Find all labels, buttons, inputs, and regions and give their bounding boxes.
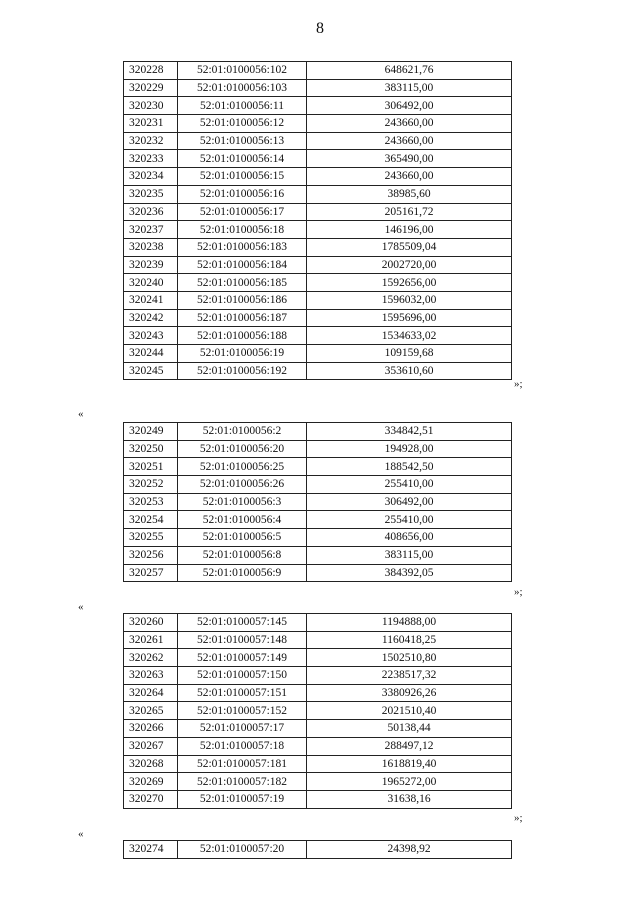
table-row bbox=[124, 631, 512, 649]
table-row bbox=[124, 185, 512, 203]
value-cell: 2238517,32 bbox=[307, 667, 512, 685]
value-cell: 648621,76 bbox=[307, 62, 512, 80]
row-number-cell: 320231 bbox=[124, 115, 178, 133]
row-number-cell: 320261 bbox=[124, 631, 178, 649]
cadastral-number-cell: 52:01:0100056:186 bbox=[178, 291, 307, 309]
cadastral-number-cell: 52:01:0100057:19 bbox=[178, 790, 307, 808]
value-cell: 1618819,40 bbox=[307, 755, 512, 773]
row-number-cell: 320245 bbox=[124, 362, 178, 380]
cadastral-number-cell: 52:01:0100056:13 bbox=[178, 132, 307, 150]
table-row bbox=[124, 132, 512, 150]
cadastral-number-cell: 52:01:0100056:16 bbox=[178, 185, 307, 203]
value-cell: 3380926,26 bbox=[307, 684, 512, 702]
row-number-cell: 320252 bbox=[124, 476, 178, 494]
cadastral-number-cell: 52:01:0100056:26 bbox=[178, 476, 307, 494]
closing-quote-3: »; bbox=[514, 812, 523, 824]
table-row bbox=[124, 168, 512, 186]
cadastral-number-cell: 52:01:0100056:184 bbox=[178, 256, 307, 274]
value-cell: 1160418,25 bbox=[307, 631, 512, 649]
cadastral-number-cell: 52:01:0100056:18 bbox=[178, 221, 307, 239]
table-row bbox=[124, 614, 512, 632]
registry-table-3 bbox=[123, 613, 512, 809]
value-cell: 1595696,00 bbox=[307, 309, 512, 327]
table-row bbox=[124, 440, 512, 458]
table-row bbox=[124, 327, 512, 345]
opening-quote-4: « bbox=[78, 828, 84, 840]
row-number-cell: 320230 bbox=[124, 97, 178, 115]
value-cell: 255410,00 bbox=[307, 511, 512, 529]
row-number-cell: 320262 bbox=[124, 649, 178, 667]
value-cell: 383115,00 bbox=[307, 546, 512, 564]
table-row bbox=[124, 256, 512, 274]
table-row bbox=[124, 62, 512, 80]
table-row bbox=[124, 115, 512, 133]
registry-table-4 bbox=[123, 840, 512, 859]
table-row bbox=[124, 79, 512, 97]
cadastral-number-cell: 52:01:0100056:8 bbox=[178, 546, 307, 564]
cadastral-number-cell: 52:01:0100056:103 bbox=[178, 79, 307, 97]
cadastral-number-cell: 52:01:0100056:192 bbox=[178, 362, 307, 380]
cadastral-number-cell: 52:01:0100056:102 bbox=[178, 62, 307, 80]
cadastral-number-cell: 52:01:0100057:181 bbox=[178, 755, 307, 773]
value-cell: 353610,60 bbox=[307, 362, 512, 380]
cadastral-number-cell: 52:01:0100056:188 bbox=[178, 327, 307, 345]
table-row bbox=[124, 529, 512, 547]
table-row bbox=[124, 755, 512, 773]
table-row bbox=[124, 150, 512, 168]
value-cell: 109159,68 bbox=[307, 345, 512, 363]
value-cell: 243660,00 bbox=[307, 168, 512, 186]
value-cell: 384392,05 bbox=[307, 564, 512, 582]
table-row bbox=[124, 203, 512, 221]
table-row bbox=[124, 546, 512, 564]
row-number-cell: 320237 bbox=[124, 221, 178, 239]
table-row bbox=[124, 458, 512, 476]
value-cell: 243660,00 bbox=[307, 132, 512, 150]
page-number: 8 bbox=[316, 20, 324, 37]
table-row bbox=[124, 97, 512, 115]
cadastral-number-cell: 52:01:0100056:20 bbox=[178, 440, 307, 458]
cadastral-number-cell: 52:01:0100056:3 bbox=[178, 493, 307, 511]
table-row bbox=[124, 511, 512, 529]
cadastral-number-cell: 52:01:0100056:15 bbox=[178, 168, 307, 186]
table-row bbox=[124, 790, 512, 808]
cadastral-number-cell: 52:01:0100056:11 bbox=[178, 97, 307, 115]
cadastral-number-cell: 52:01:0100057:150 bbox=[178, 667, 307, 685]
value-cell: 306492,00 bbox=[307, 97, 512, 115]
value-cell: 1502510,80 bbox=[307, 649, 512, 667]
row-number-cell: 320228 bbox=[124, 62, 178, 80]
opening-quote-3: « bbox=[78, 601, 84, 613]
row-number-cell: 320229 bbox=[124, 79, 178, 97]
value-cell: 1965272,00 bbox=[307, 773, 512, 791]
row-number-cell: 320256 bbox=[124, 546, 178, 564]
value-cell: 188542,50 bbox=[307, 458, 512, 476]
row-number-cell: 320240 bbox=[124, 274, 178, 292]
value-cell: 1194888,00 bbox=[307, 614, 512, 632]
cadastral-number-cell: 52:01:0100057:152 bbox=[178, 702, 307, 720]
row-number-cell: 320270 bbox=[124, 790, 178, 808]
cadastral-number-cell: 52:01:0100056:187 bbox=[178, 309, 307, 327]
value-cell: 334842,51 bbox=[307, 423, 512, 441]
row-number-cell: 320254 bbox=[124, 511, 178, 529]
value-cell: 194928,00 bbox=[307, 440, 512, 458]
row-number-cell: 320255 bbox=[124, 529, 178, 547]
value-cell: 288497,12 bbox=[307, 737, 512, 755]
cadastral-number-cell: 52:01:0100057:18 bbox=[178, 737, 307, 755]
row-number-cell: 320238 bbox=[124, 238, 178, 256]
table-row bbox=[124, 667, 512, 685]
row-number-cell: 320253 bbox=[124, 493, 178, 511]
row-number-cell: 320233 bbox=[124, 150, 178, 168]
table-row bbox=[124, 564, 512, 582]
value-cell: 1785509,04 bbox=[307, 238, 512, 256]
row-number-cell: 320265 bbox=[124, 702, 178, 720]
value-cell: 31638,16 bbox=[307, 790, 512, 808]
cadastral-number-cell: 52:01:0100056:25 bbox=[178, 458, 307, 476]
value-cell: 243660,00 bbox=[307, 115, 512, 133]
cadastral-number-cell: 52:01:0100057:182 bbox=[178, 773, 307, 791]
opening-quote-2: « bbox=[78, 408, 84, 420]
value-cell: 255410,00 bbox=[307, 476, 512, 494]
cadastral-number-cell: 52:01:0100056:183 bbox=[178, 238, 307, 256]
value-cell: 2002720,00 bbox=[307, 256, 512, 274]
row-number-cell: 320241 bbox=[124, 291, 178, 309]
table-row bbox=[124, 684, 512, 702]
closing-quote-1: »; bbox=[514, 378, 523, 390]
registry-table-1 bbox=[123, 61, 512, 380]
value-cell: 383115,00 bbox=[307, 79, 512, 97]
row-number-cell: 320239 bbox=[124, 256, 178, 274]
value-cell: 146196,00 bbox=[307, 221, 512, 239]
table-row bbox=[124, 362, 512, 380]
row-number-cell: 320249 bbox=[124, 423, 178, 441]
table-row bbox=[124, 649, 512, 667]
value-cell: 50138,44 bbox=[307, 720, 512, 738]
value-cell: 408656,00 bbox=[307, 529, 512, 547]
cadastral-number-cell: 52:01:0100057:145 bbox=[178, 614, 307, 632]
cadastral-number-cell: 52:01:0100057:149 bbox=[178, 649, 307, 667]
row-number-cell: 320234 bbox=[124, 168, 178, 186]
row-number-cell: 320264 bbox=[124, 684, 178, 702]
cadastral-number-cell: 52:01:0100056:2 bbox=[178, 423, 307, 441]
table-row bbox=[124, 476, 512, 494]
cadastral-number-cell: 52:01:0100057:151 bbox=[178, 684, 307, 702]
cadastral-number-cell: 52:01:0100056:185 bbox=[178, 274, 307, 292]
row-number-cell: 320266 bbox=[124, 720, 178, 738]
cadastral-number-cell: 52:01:0100056:17 bbox=[178, 203, 307, 221]
cadastral-number-cell: 52:01:0100056:5 bbox=[178, 529, 307, 547]
cadastral-number-cell: 52:01:0100056:14 bbox=[178, 150, 307, 168]
table-row bbox=[124, 309, 512, 327]
table-row bbox=[124, 493, 512, 511]
value-cell: 306492,00 bbox=[307, 493, 512, 511]
row-number-cell: 320244 bbox=[124, 345, 178, 363]
row-number-cell: 320243 bbox=[124, 327, 178, 345]
table-row bbox=[124, 841, 512, 859]
cadastral-number-cell: 52:01:0100057:20 bbox=[178, 841, 307, 859]
table-row bbox=[124, 773, 512, 791]
value-cell: 205161,72 bbox=[307, 203, 512, 221]
table-row bbox=[124, 737, 512, 755]
closing-quote-2: »; bbox=[514, 586, 523, 598]
table-row bbox=[124, 291, 512, 309]
value-cell: 1592656,00 bbox=[307, 274, 512, 292]
cadastral-number-cell: 52:01:0100057:148 bbox=[178, 631, 307, 649]
table-row bbox=[124, 423, 512, 441]
table-row bbox=[124, 702, 512, 720]
row-number-cell: 320260 bbox=[124, 614, 178, 632]
value-cell: 24398,92 bbox=[307, 841, 512, 859]
row-number-cell: 320235 bbox=[124, 185, 178, 203]
row-number-cell: 320263 bbox=[124, 667, 178, 685]
row-number-cell: 320269 bbox=[124, 773, 178, 791]
row-number-cell: 320268 bbox=[124, 755, 178, 773]
registry-table-2 bbox=[123, 422, 512, 582]
table-row bbox=[124, 720, 512, 738]
cadastral-number-cell: 52:01:0100056:19 bbox=[178, 345, 307, 363]
value-cell: 2021510,40 bbox=[307, 702, 512, 720]
row-number-cell: 320274 bbox=[124, 841, 178, 859]
row-number-cell: 320250 bbox=[124, 440, 178, 458]
table-row bbox=[124, 238, 512, 256]
table-row bbox=[124, 221, 512, 239]
table-row bbox=[124, 345, 512, 363]
table-row bbox=[124, 274, 512, 292]
cadastral-number-cell: 52:01:0100057:17 bbox=[178, 720, 307, 738]
cadastral-number-cell: 52:01:0100056:9 bbox=[178, 564, 307, 582]
cadastral-number-cell: 52:01:0100056:4 bbox=[178, 511, 307, 529]
row-number-cell: 320236 bbox=[124, 203, 178, 221]
row-number-cell: 320251 bbox=[124, 458, 178, 476]
row-number-cell: 320232 bbox=[124, 132, 178, 150]
value-cell: 1534633,02 bbox=[307, 327, 512, 345]
row-number-cell: 320267 bbox=[124, 737, 178, 755]
value-cell: 38985,60 bbox=[307, 185, 512, 203]
value-cell: 1596032,00 bbox=[307, 291, 512, 309]
row-number-cell: 320257 bbox=[124, 564, 178, 582]
row-number-cell: 320242 bbox=[124, 309, 178, 327]
cadastral-number-cell: 52:01:0100056:12 bbox=[178, 115, 307, 133]
value-cell: 365490,00 bbox=[307, 150, 512, 168]
